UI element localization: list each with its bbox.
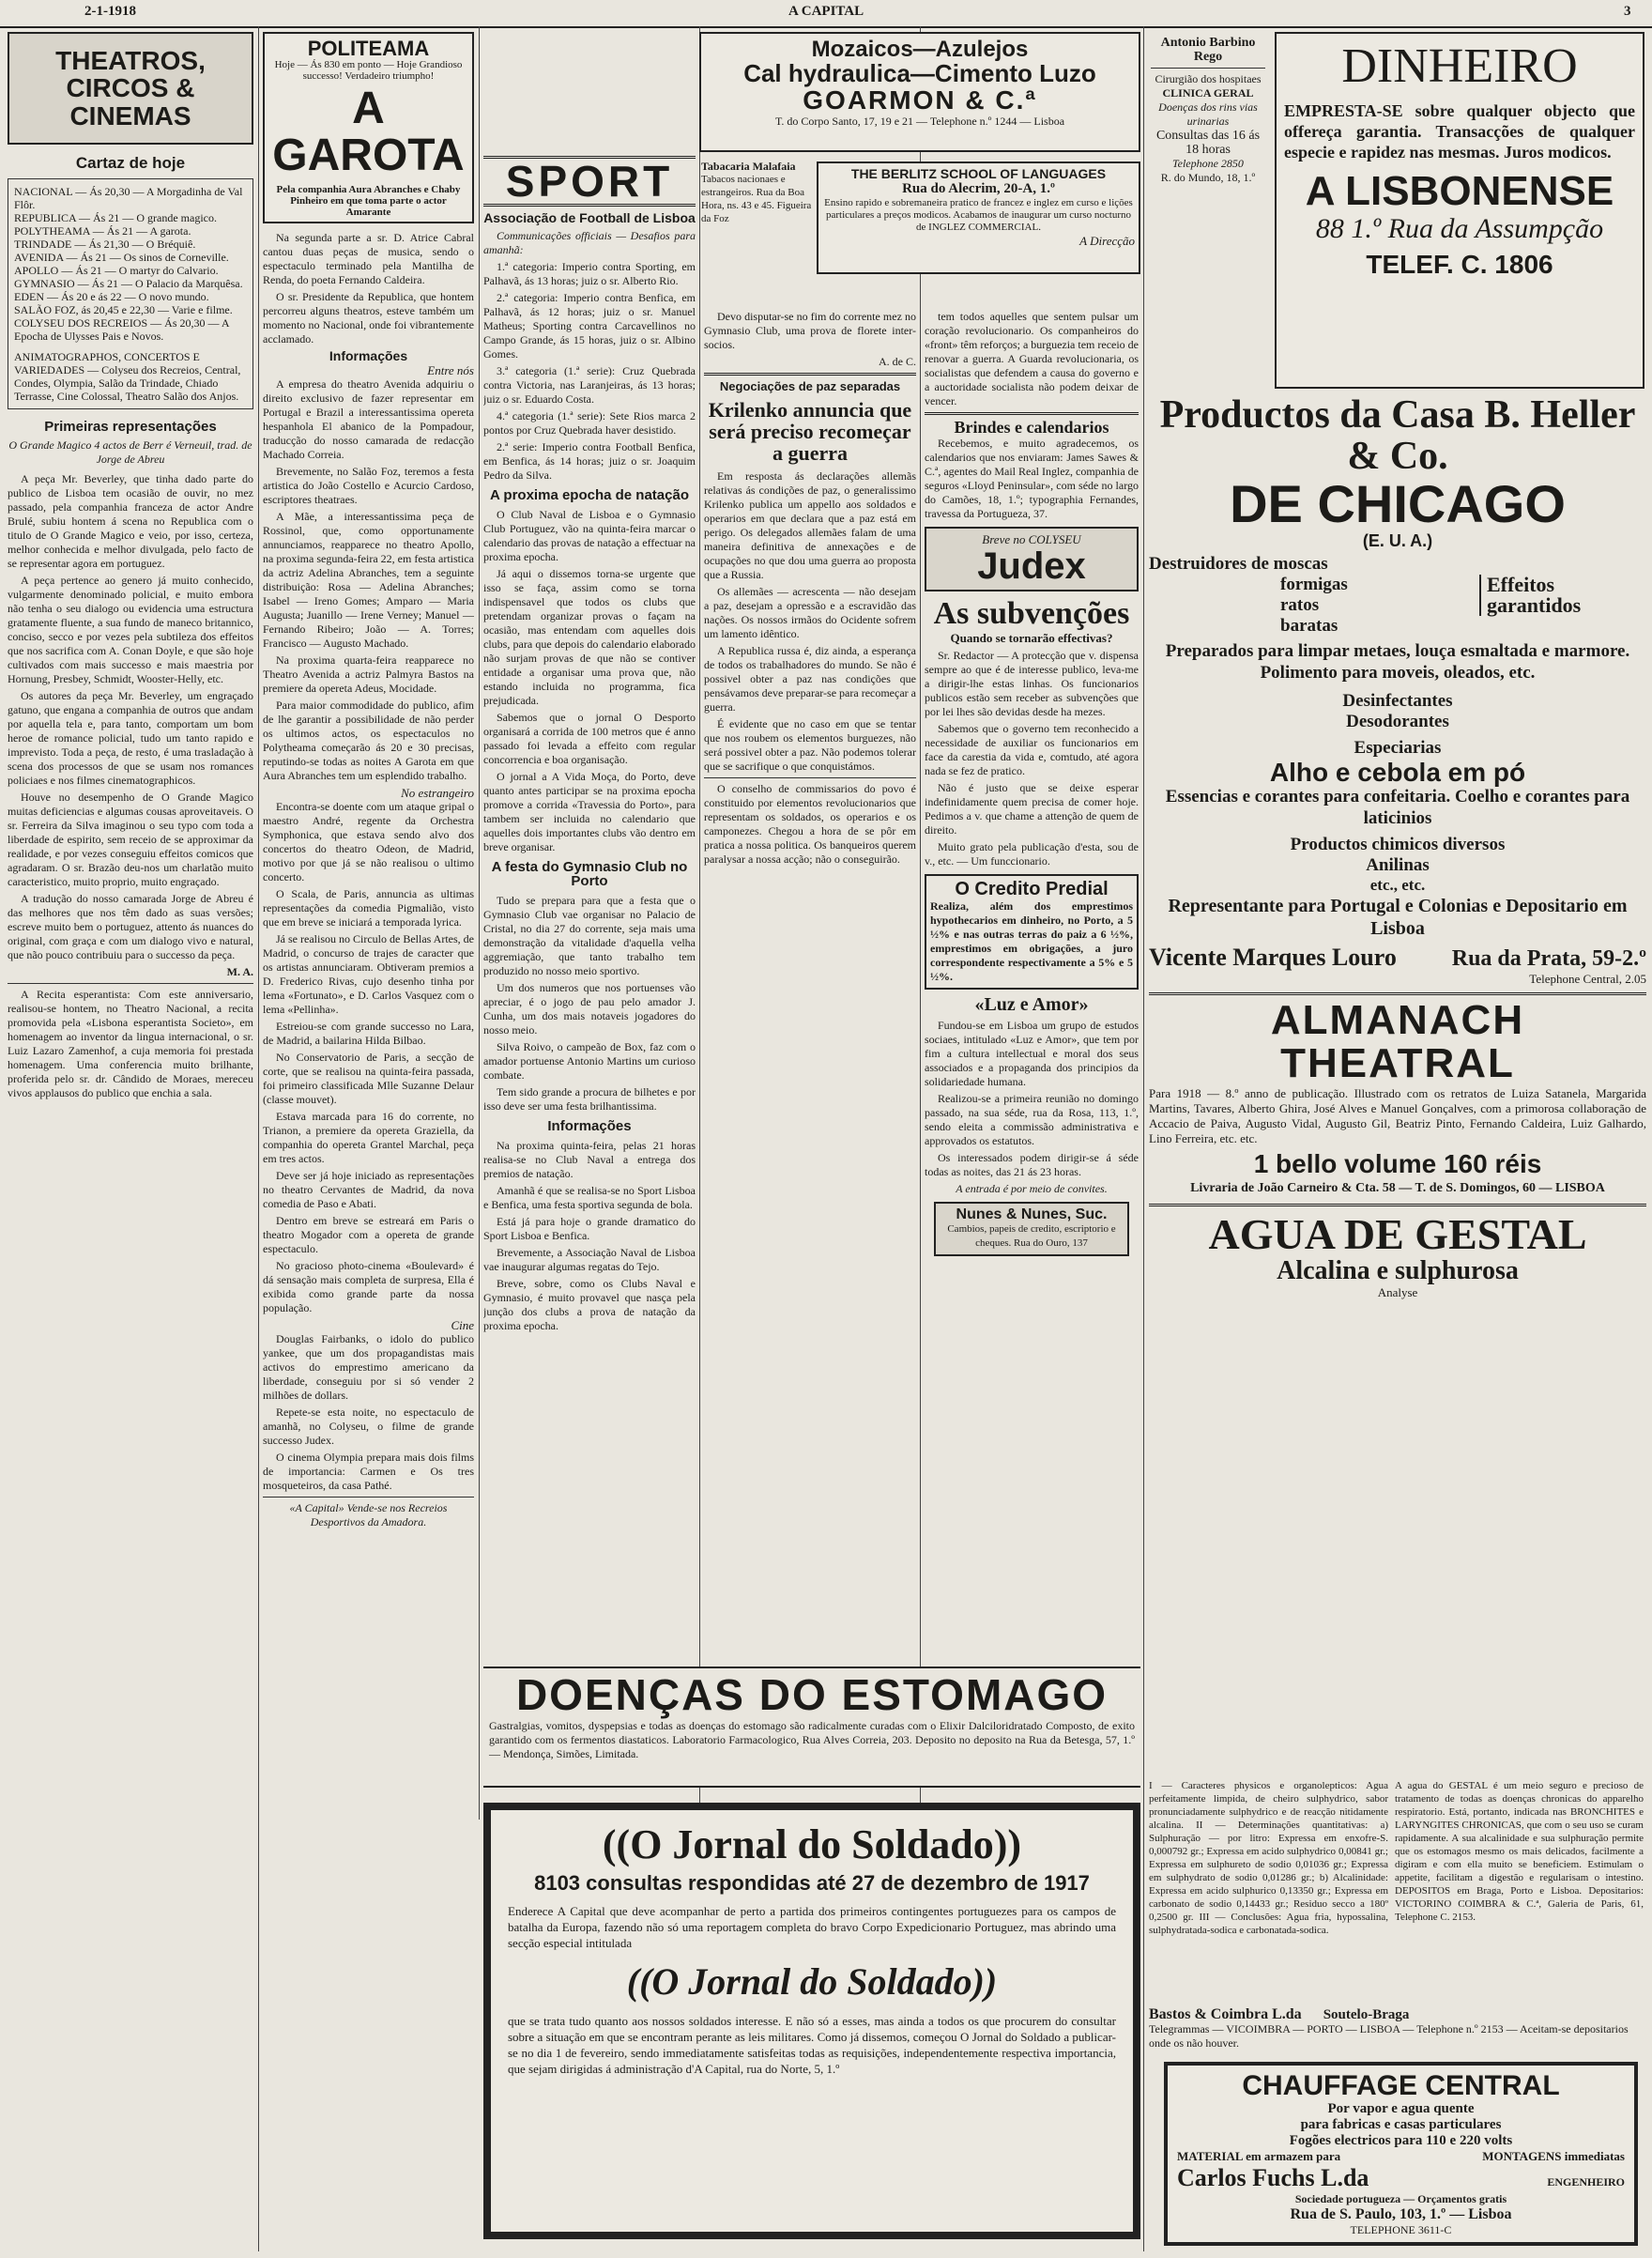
paragraph: Estava marcada para 16 do corrente, no Trianon, a premiere da opereta Graziella, da companhia do opereta Grantel Marchal, peça em tres actos. bbox=[263, 1109, 474, 1165]
paragraph: 1.ª categoria: Imperio contra Sporting, em Palhavã, ás 13 horas; juiz o sr. Alberto Rio. bbox=[483, 260, 696, 288]
almanach-price: 1 bello volume 160 réis bbox=[1253, 1148, 1542, 1178]
heller-eua: (E. U. A.) bbox=[1362, 530, 1433, 550]
paragraph: O Scala, de Paris, annuncia as ultimas representações da comedia Pigmalião, visto que em breve se iniciará a temporada lyrica. bbox=[263, 886, 474, 929]
heller-destruidores bbox=[1149, 554, 1646, 637]
politeama-footer: Pela companhia Aura Abranches e Chaby Pinheiro em que toma parte o actor Amarante bbox=[276, 183, 461, 218]
chauffage-title: CHAUFFAGE CENTRAL bbox=[1242, 2070, 1560, 2101]
credito-title: O Credito Predial bbox=[955, 878, 1109, 899]
chauffage-line: para fabricas e casas particulares bbox=[1300, 2116, 1502, 2132]
berlitz-title: THE BERLITZ SCHOOL OF LANGUAGES bbox=[850, 166, 1107, 181]
paragraph: A Recita esperantista: Com este anniversario, realisou-se hontem, no Theatro Nacional, a recita promovida pela «Lisbona esperantista Societo», em homenagem ao inventor da lingua internacional, o sr. Luiz Lazaro Zamenhof, a cuja memoria foi prestada homenagem. Uma conferencia muito brilhante, proferida pelo sr. dr. Cândido de Moraes, mereceu vivos applausos do publico que enchia a sala. bbox=[8, 988, 253, 1100]
column-sport-content bbox=[483, 32, 696, 1797]
soldado-text: Enderece A Capital que deve acompanhar de perto a partida dos primeiros contingentes portuguezes para os campos de batalha da Europa, fazendo não só uma reportagem completa do bravo Corpo Expedicionario Portuguez, mas abrindo uma secção especial intitulada bbox=[508, 1904, 1116, 1951]
paragraph: tem todos aquelles que sentem pulsar um coração revolucionario. Os companheiros do «front» têm reforços; a burguezia tem receio de renovar a guerra. A Guarda revolucionaria, os socialistas que defendem a causa do governo e a auctoridade socialista não podem deixar de vencer. bbox=[925, 310, 1139, 407]
doctor-line: Doenças dos rins vias urinarias bbox=[1158, 100, 1258, 128]
chauffage-phone: TELEPHONE 3611-C bbox=[1350, 2222, 1452, 2236]
column-rule bbox=[479, 26, 480, 1820]
col2-footer: «A Capital» Vende-se nos Recreios Desportivos da Amadora. bbox=[289, 1500, 448, 1528]
chauffage-line: Fogões electricos para 110 e 220 volts bbox=[1289, 2132, 1513, 2148]
paragraph: É evidente que no caso em que se tentar que nos roubem os elementos burguezes, não será possivel obter a paz. Não podemos tolerar que se sacrifique o que conquistámos. bbox=[704, 717, 916, 774]
doencas-ad bbox=[483, 1667, 1140, 1788]
column-adverts bbox=[1149, 394, 1646, 1662]
paragraph: Na segunda parte a sr. D. Atrice Cabral cantou duas peças de musica, sendo o espectaculo terminado pela Mantilha de Renda, do poeta Fernando Caldeira. bbox=[263, 230, 474, 286]
paragraph: A Republica russa é, diz ainda, a esperança de todos os trabalhadores do mundo. Se não é possivel obter a paz nas condições que pensávamos deve preparar-se para recomeçar a guerra. bbox=[704, 644, 916, 714]
tabacaria-text: Tabacos nacionaes e estrangeiros. Rua da Boa Hora, ns. 43 e 45. Figueira da Foz bbox=[701, 174, 812, 224]
gestal-title: AGUA DE GESTAL bbox=[1149, 1204, 1646, 1257]
almanach-title: ALMANACH THEATRAL bbox=[1149, 992, 1646, 1085]
paragraph: Não é justo que se deixe esperar indefinidamente quem precisa de comer hoje. Pedimos a v. que chame a attenção de quem de direito. bbox=[925, 780, 1139, 837]
column-theatros bbox=[8, 32, 253, 2248]
nunes-text: Cambios, papeis de credito, escriptorio e cheques. Rua do Ouro, 137 bbox=[947, 1223, 1116, 1250]
heller-line: baratas bbox=[1280, 615, 1338, 636]
primeiras-heading: Primeiras representações bbox=[44, 419, 217, 436]
paragraph: 2.ª categoria: Imperio contra Benfica, em Palhavã, ás 12 horas; juiz o sr. Manuel Matheus; Sporting contra Carcavellinos no Campo Grande, ás 15 horas, juiz o sr. Albino Gomes. bbox=[483, 291, 696, 361]
sport-subtitle: Associação de Football de Lisboa bbox=[483, 210, 696, 226]
chauffage-ad bbox=[1164, 2062, 1638, 2246]
heller-chicago: DE CHICAGO bbox=[1230, 474, 1566, 534]
heller-line: ratos bbox=[1280, 594, 1320, 615]
mozaicos-ad bbox=[699, 32, 1140, 152]
credito-ad bbox=[925, 874, 1139, 990]
chauffage-material bbox=[1177, 2149, 1625, 2164]
doctor-line: R. do Mundo, 18, 1.º bbox=[1160, 171, 1256, 184]
berlitz-text: Ensino rapido e sobremaneira pratico de francez e inglez em curso e lições particulares a preços modicos. Acabamos de inaugurar um curso nocturno de INGLEZ COMMERCIAL. bbox=[824, 196, 1133, 233]
paragraph: Communicações officiais — Desafios para amanhã: bbox=[483, 229, 696, 257]
paragraph: A tradução do nosso camarada Jorge de Abreu é das melhores que nos têm dado as suas versões; escreve muito bem o portuguez, attento ás nuances do original, com graça e com um dialogo vivo e natural, que não pouco contribuiu para o successo da peça. bbox=[8, 892, 253, 962]
article-signature: M. A. bbox=[226, 965, 253, 979]
paragraph: Para maior commodidade do publico, afim de lhe garantir a possibilidade de não perder os ultimos actos, os espectaculos no Polytheama começarão ás 20 e 30 precisas, reputindo-se todas as noites A Garota em que Aura Abranches tem um esplendido trabalho. bbox=[263, 698, 474, 782]
heller-line: Destruidores de moscas bbox=[1149, 553, 1328, 574]
cartaz-item: APOLLO — Ás 21 — O martyr do Calvario. bbox=[14, 264, 219, 278]
paragraph: Os autores da peça Mr. Beverley, um engraçado gatuno, que engana a companhia de outros que andam por aquella tela e, para tanto, comportam um bom heroe de romance policial, tudo um tanto rapido e imprevisto. Toda a peça, de resto, é uma trasladação à scena dos processos de que se usam nos romances policiaes e nos filmes cinematographicos. bbox=[8, 689, 253, 788]
paragraph: Fundou-se em Lisboa um grupo de estudos sociaes, intitulado «Luz e Amor», que tem por fim a cultura intellectual e moral dos seus associados e a propaganda dos principios da solidariedade humana. bbox=[925, 1018, 1139, 1088]
cartaz-item: AVENIDA — Ás 21 — Os sinos de Corneville. bbox=[14, 251, 229, 265]
gestal-right: A agua do GESTAL é um meio seguro e precioso de tratamento de todas as doenças chronicas do apparelho respiratorio. Está, portanto, indicada nas BRONCHITES e LARYNGITES CHRONICAS, que com o seu uso se curam rapidamente. A sua alcalinidade e sua sulphuração permite que os estomagos mesmo os mais delicados, facilmente a digiram e com ella muito se beneficiem. Estimulam o appetite, facilitam a digestão e regularisam o intestino. DEPOSITOS em Braga, Porto e Lisboa. Depositarios: VICTORINO COIMBRA & C.ª, Galeria de Paris, 61, Telephone C. 2153. bbox=[1395, 1780, 1644, 1923]
politeama-subtitle: Hoje — Ás 830 em ponto — Hoje Grandioso successo! Verdadeiro triumpho! bbox=[274, 59, 463, 83]
tabacaria-heading: Tabacaria Malafaia bbox=[701, 160, 796, 173]
doctor-line: Consultas das 16 ás 18 horas bbox=[1155, 129, 1261, 157]
paragraph: Em resposta ás declarações allemãs relativas ás condições de paz, o generalissimo Krilenko publica um appello aos soldados e operarios em que declara que a paz está em perigo. Os delegados allemães falam de uma maneira definitiva de annexações e de ocupações no que dou uma guerra ao proposta que a Russia. bbox=[704, 469, 916, 582]
paragraph: Douglas Fairbanks, o idolo do publico yankee, que um dos propagandistas mais activos do emprestimo americano da liberdade, conseguiu por si só vender 2 milhões de dollars. bbox=[263, 1331, 474, 1402]
paragraph: Sabemos que o governo tem reconhecido a necessidade de auxiliar os funcionarios em face da carestia da vida e, comtudo, até agora nada se fez de pratico. bbox=[925, 721, 1139, 777]
chauffage-society: Sociedade portugueza — Orçamentos gratis bbox=[1294, 2191, 1507, 2205]
paragraph: Na proxima quarta-feira reapparece no Theatro Avenida a actriz Palmyra Bastos na premiere da opereta Adeus, Mocidade. bbox=[263, 653, 474, 695]
gestal-footer bbox=[1149, 2007, 1644, 2054]
subvencoes-title: As subvenções bbox=[933, 595, 1130, 631]
paragraph: O Club Naval de Lisboa e o Gymnasio Club Portuguez, vão na quinta-feira marcar o calendario das provas de natação a effectuar na proxima epocha. bbox=[483, 508, 696, 564]
column-rule bbox=[1143, 26, 1144, 2251]
info-heading: Informações bbox=[547, 1118, 632, 1135]
article-body bbox=[263, 231, 474, 1529]
paragraph: O sr. Presidente da Republica, que hontem percorreu alguns theatros, esteve também um momento no Nacional, onde foi vibrantemente acclamado. bbox=[263, 289, 474, 346]
paragraph: Tudo se prepara para que a festa que o Gymnasio Club vae organisar no Palacio de Cristal, no dia 27 do corrente, seja mais uma demonstração da vitalidade d'aquella velha aggremiação, que tanto trabalho tem produzido no nosso meio sportivo. bbox=[483, 894, 696, 978]
paragraph: Realizou-se a primeira reunião no domingo passado, na sua séde, rua da Rosa, 113, 1.º, sendo eleita a commissão administrativa e approvados os estatutos. bbox=[925, 1091, 1139, 1147]
heller-line: Representante para Portugal e Colonias e Depositario em Lisboa bbox=[1168, 896, 1628, 940]
heller-line: Preparados para limpar metaes, louça esmaltada e marmore. Polimento para moveis, oleados, etc. bbox=[1165, 640, 1630, 683]
mozaicos-line2: Cal hydraulica—Cimento Luzo bbox=[743, 59, 1096, 88]
dinheiro-text: EMPRESTA-SE sobre qualquer objecto que offereça garantia. Transacções de qualquer especie e rapidez nas mesmas. Juros modicos. bbox=[1284, 100, 1635, 161]
nunes-ad bbox=[934, 1202, 1129, 1257]
subvencoes-question: Quando se tornarão effectivas? bbox=[950, 630, 1113, 645]
heller-line: Desodorantes bbox=[1346, 711, 1449, 731]
tabacaria-ad bbox=[699, 158, 816, 312]
gestal-left: I — Caracteres physicos e organolepticos: Agua perfeitamente limpida, de cheiro sulphydrico, sabor pronunciadamente sulphydrico e de reacção nitidamente alcalina. II — Determinações quantitativas: a) Sulphuração — por litro: Expressa em enxofre-S. 0,000792 gr.; Expressa em acido sulphydrico 0,00841 gr.; Expressa em sulphureto de sodio 0,01036 gr.; Expressa em sulphydrato de sodio 0,01286 gr.; b) Alcalinidade: Expressa em acido sulphurico 0,13350 gr.; Expressa em carbonato de sodio 0,14433 gr.; Residuo secco a 180º 0,2500 gr. III — Conclusões: Agua fria, hypossalina, sulphydratada-sodica e carbonatada-sodica. bbox=[1149, 1780, 1388, 1936]
politeama-ad bbox=[263, 32, 474, 223]
epoca-heading: A proxima epocha de natação bbox=[489, 487, 689, 504]
doctor-ad bbox=[1147, 32, 1269, 314]
paragraph: Os interessados podem dirigir-se á séde todas as noites, das 21 ás 23 horas. bbox=[925, 1150, 1139, 1178]
header-date: 2-1-1918 bbox=[84, 4, 136, 19]
heller-line: etc., etc. bbox=[1369, 876, 1426, 895]
paragraph: Estreiou-se com grande successo no Lara, de Madrid, a bailarina Hilda Bilbao. bbox=[263, 1019, 474, 1047]
paragraph: 4.ª categoria (1.ª serie): Sete Rios marca 2 pontos por Cruz Quebrada haver desistido. bbox=[483, 409, 696, 438]
cartaz-item: GYMNASIO — Ás 21 — O Palacio da Marquêsa. bbox=[14, 277, 243, 291]
krilenko-headline: Krilenko annuncia que será preciso recomeçar a guerra bbox=[708, 398, 912, 466]
nunes-title: Nunes & Nunes, Suc. bbox=[956, 1206, 1108, 1222]
lisbonense-phone: TELEF. C. 1806 bbox=[1366, 249, 1553, 279]
judex-label: Breve no COLYSEU bbox=[982, 531, 1081, 546]
heller-line: Productos chimicos diversos bbox=[1290, 835, 1506, 855]
info-heading: Informações bbox=[329, 347, 408, 363]
cartaz-item: POLYTHEAMA — Ás 21 — A garota. bbox=[14, 224, 191, 238]
paragraph: Na proxima quinta-feira, pelas 21 horas realisa-se no Club Naval a entrega dos premios de natação. bbox=[483, 1139, 696, 1181]
mozaicos-address: T. do Corpo Santo, 17, 19 e 21 — Telephone n.º 1244 — Lisboa bbox=[774, 114, 1065, 128]
cartaz-item: SALÃO FOZ, ás 20,45 e 22,30 — Varie e filme. bbox=[14, 303, 233, 317]
paragraph: 2.ª serie: Imperio contra Football Benfica, em Benfica, ás 14 horas; juiz o sr. Joaquim Pedro da Silva. bbox=[483, 440, 696, 483]
cartaz-item: REPUBLICA — Ás 21 — O grande magico. bbox=[14, 211, 217, 225]
gestal-bastos: Bastos & Coimbra L.da bbox=[1149, 2007, 1302, 2022]
chauffage-address: Rua de S. Paulo, 103, 1.º — Lisboa bbox=[1290, 2205, 1512, 2222]
article-body bbox=[8, 472, 253, 1100]
chauffage-engineer: ENGENHEIRO bbox=[1547, 2174, 1625, 2189]
heller-line: Desinfectantes bbox=[1342, 690, 1453, 711]
cartaz-heading: Cartaz de hoje bbox=[75, 154, 186, 173]
berlitz-signature: A Direcção bbox=[1079, 233, 1135, 248]
section-title-theatros: THEATROS, CIRCOS & CINEMAS bbox=[8, 32, 253, 145]
column-politica bbox=[704, 310, 916, 1793]
paragraph: Brevemente, a Associação Naval de Lisboa vae inaugurar algumas regatas do Tejo. bbox=[483, 1246, 696, 1274]
header-title: A CAPITAL bbox=[788, 4, 864, 19]
paragraph: A Mãe, a interessantissima peça de Rossinol, que, como opportunamente annunciamos, reapparece no theatro Apollo, na proxima segunda-feira 22, em festa artistica da actriz Adelina Abranches, tem a seguinte distribuição: Rosa — Adelina Abranches; Isabel — Ireno Gomes; Amparo — Maria Augusta; Juanillo — Irene Verney; Manuel — Fernando Ribeiro; João — A. Torres; Francisco — Augusto Machado. bbox=[263, 509, 474, 650]
header-page-number: 3 bbox=[1624, 4, 1631, 19]
vicente-name: Vicente Marques Louro bbox=[1149, 944, 1397, 972]
paragraph: 3.ª categoria (1.ª serie): Cruz Quebrada contra Victoria, nas Laranjeiras, ás 13 horas; juiz o sr. Eduardo Costa. bbox=[483, 364, 696, 407]
judex-ad bbox=[925, 527, 1139, 591]
gestal-telegram: Telegrammas — VICOIMBRA — PORTO — LISBOA — Telephone n.º 2153 — Aceitam-se depositarios onde os não houver. bbox=[1149, 2022, 1629, 2050]
politeama-heading: POLITEAMA bbox=[307, 37, 430, 60]
paragraph: O jornal a A Vida Moça, do Porto, deve quanto antes participar se na proxima epocha promove a corrida «Travessia do Porto», para tambem ser incluida no calendario que aquelles dois importantes clubs vão dentro em breve organisar. bbox=[483, 770, 696, 854]
paragraph: Encontra-se doente com um ataque gripal o maestro André, regente da Orchestra Symphonica, que estava sendo alvo dos concertos do theatro Odeon, de Madrid, motivo por que já se não realisou o ultimo concerto. bbox=[263, 799, 474, 883]
almanach-footer: Livraria de João Carneiro & Cta. 58 — T. de S. Domingos, 60 — LISBOA bbox=[1190, 1181, 1605, 1196]
chauffage-name: Carlos Fuchs L.da bbox=[1177, 2163, 1369, 2191]
paragraph: Breve, sobre, como os Clubs Naval e Gymnasio, é muito provavel que nasça pela junção dos clubs a prova de natação da proxima epocha. bbox=[483, 1277, 696, 1333]
entre-nos-heading: Entre nós bbox=[427, 362, 474, 377]
almanach-text: Para 1918 — 8.º anno de publicação. Illustrado com os retratos de Luiza Satanela, Margarida Martins, Tavares, Alberto Ghira, José Alves e Manuel Gonçalves, com a primorosa collaboração de Accacio de Paiva, Augusto Vidal, Augusto Gil, Beatriz Pinto, Fernando Caldeira, Luiz Galhardo, Lino Ferreira, etc. etc. bbox=[1149, 1085, 1646, 1145]
paragraph: Silva Roivo, o campeão de Box, faz com o amador portuense Antonio Martins um curioso combate. bbox=[483, 1040, 696, 1083]
chauffage-line: MATERIAL em armazem para bbox=[1177, 2148, 1341, 2163]
paragraph: O conselho de commissarios do povo é constituido por elementos revolucionarios que representam os soldados, os operarios e os camponezes. Chegou a hora de se pôr em pratica a nossa politica. Os banqueiros querem paralysar a nossa acção; não o conseguirão. bbox=[704, 782, 916, 867]
paragraph: Os allemães — acrescenta — não desejam a paz, desejam a opressão e a escravidão das nações. Os nossos irmãos do Ocidente sofrem um lamento idêntico. bbox=[704, 585, 916, 641]
vicente-address: Rua da Prata, 59-2.º bbox=[1451, 946, 1646, 972]
dinheiro-ad bbox=[1275, 32, 1644, 389]
heller-title: Productos da Casa B. Heller & Co. bbox=[1159, 394, 1636, 479]
paragraph: Tem sido grande a procura de bilhetes e por isso deve ser uma festa brilhantissima. bbox=[483, 1085, 696, 1114]
paragraph: Sr. Redactor — A protecção que v. dispensa sempre ao que é de interesse publico, leva-me a dirigir-lhe estas linhas. Os funcionarios publicos estão sem receber as subvenções que por lei lhes são devidas desde ha mezes. bbox=[925, 648, 1139, 718]
paragraph: No gracioso photo-cinema «Boulevard» é dá sensação mais completa de surpresa, Ella é exibida como grande parte da nossa população. bbox=[263, 1258, 474, 1314]
doencas-title: DOENÇAS DO ESTOMAGO bbox=[515, 1670, 1109, 1719]
signature: A. de C. bbox=[879, 355, 916, 368]
column-subvencoes bbox=[925, 310, 1139, 1793]
column-politeama bbox=[263, 32, 474, 2248]
paragraph: Repete-se esta noite, no espectaculo de amanhã, no Colyseu, o filme de grande successo Judex. bbox=[263, 1405, 474, 1447]
paragraph: A empresa do theatro Avenida adquiriu o direito exclusivo de fazer representar em Portugal e Brazil a interessantissima opereta hespanhola El abanico de la Pompadour, traducção do nosso camarada de redacção Machado Correia. bbox=[263, 376, 474, 461]
mozaicos-company: GOARMON & C.ª bbox=[803, 85, 1037, 115]
chauffage-name-row bbox=[1177, 2164, 1625, 2192]
paragraph: Sabemos que o jornal O Desporto organisará a corrida de 100 metros que é anno passado foi levada a effeito com regular concorrencia e boa organisação. bbox=[483, 711, 696, 767]
cartaz-item: NACIONAL — Ás 20,30 — A Morgadinha de Val Flôr. bbox=[14, 185, 243, 212]
paragraph: Houve no desempenho de O Grande Magico muitas deficiencias e algumas cousas aproveitaveis. O sr. Ferreira da Silva imaginou o seu typo com toda a liberdade de espirito, sem receio de se approximar da realidade, e por vezes conseguiu effeitos comicos que agradaram. O sr. Brazão deu-nos um charlatão muito caracteristico, muito proprio, muito engraçado. bbox=[8, 791, 253, 889]
vicente-line bbox=[1149, 944, 1646, 972]
heller-line: Effeitos garantidos bbox=[1479, 575, 1646, 616]
sport-title: SPORT bbox=[483, 156, 696, 207]
paragraph: Um dos numeros que nos portuenses vão apreciar, é o jogo de pau pelo amador J. Cunha, um dos mais notaveis jogadores do nosso meio. bbox=[483, 981, 696, 1037]
heller-line: formigas bbox=[1280, 574, 1348, 594]
primeiras-subtitle: O Grande Magico 4 actos de Berr é Verneuil, trad. de Jorge de Abreu bbox=[8, 438, 252, 467]
heller-line: Anilinas bbox=[1366, 855, 1430, 876]
paragraph: Devo disputar-se no fim do corrente mez no Gymnasio Club, uma prova de florete inter-socios. bbox=[704, 310, 916, 351]
soldado-text-2: que se trata tudo quanto aos nossos soldados interesse. E não só a esses, mas ainda a todos os que procurem do consultar sobre a situação em que se encontram perante as leis militares. Como já dissemos, começou O Jornal do Soldado a publicar-se no dia 1 de fevereiro, sendo immediatamente satisfeitas todas as requisições, independentemente respectiva importancia, que sejam dirigidas á administração d'A Capital, rua do Norte, 5, 1.º bbox=[508, 2014, 1116, 2077]
doctor-line: Telephone 2850 bbox=[1172, 157, 1244, 170]
heller-line: Essencias e corantes para confeitaria. Coelho e corantes para laticinios bbox=[1165, 787, 1630, 829]
doctor-name: Antonio Barbino Rego bbox=[1160, 36, 1256, 64]
paragraph: Já se realisou no Circulo de Bellas Artes, de Madrid, o concurso de trajes de caracter que os artistas annunciaram. Obtiveram premios a D. Frederico Rivas, cujo desenho tinha por lema «Fortunato», e D. Carlos Vasquez com o lema «Pellinha». bbox=[263, 931, 474, 1016]
gestal-soutelo: Soutelo-Braga bbox=[1323, 2007, 1410, 2022]
lisbonense-title: A LISBONENSE bbox=[1305, 167, 1614, 214]
brindes-heading: Brindes e calendarios bbox=[954, 418, 1109, 437]
cartaz-item: COLYSEU DOS RECREIOS — Ás 20,30 — A Epocha de Ulysses Pais e Novos. bbox=[14, 316, 229, 344]
paragraph: No Conservatorio de Paris, a secção de corte, que se realisou na quinta-feira passada, foi primeiro classificada Mlle Suzanne Delaur (classe mouvet). bbox=[263, 1050, 474, 1106]
article-body bbox=[483, 229, 696, 1333]
judex-title: Judex bbox=[977, 545, 1086, 587]
paragraph: Amanhã é que se realisa-se no Sport Lisboa e Benfica, uma festa sportiva segunda de bola. bbox=[483, 1184, 696, 1212]
estrangeiro-heading: No estrangeiro bbox=[401, 785, 474, 800]
cine-heading: Cine bbox=[451, 1317, 474, 1332]
gymnasio-heading: A festa do Gymnasio Club no Porto bbox=[491, 859, 688, 890]
column-rule bbox=[920, 26, 921, 1820]
soldado-title: ((O Jornal do Soldado)) bbox=[602, 1821, 1022, 1867]
article-body bbox=[704, 310, 916, 867]
page-header bbox=[0, 0, 1652, 28]
neg-heading: Negociações de paz separadas bbox=[719, 379, 901, 393]
paragraph: A peça pertence ao genero já muito conhecido, vulgarmente denominado policial, e muito embora não tenha o seu dialogo ou evidencia uma estructura gratamente fluente, a sua fundo de maneco britannico, conciso, secco e por vezes pela subtileza dos effeitos que nos sacrifica com A. Conan Doyle, e que são hoje cultivados com mais successo e mais maestria por Hornung, Presbey, Schmidt, Wooster-Helly, etc. bbox=[8, 574, 253, 686]
paragraph: A peça Mr. Beverley, que tinha dado parte do publico de Lisboa tem ocasião de ouvir, no mez passado, pela companhia franceza de actor Andre Brulé, subiu hontem á scena no Republica com o titulo de O Grande Magico e veio, por isso, certeza, melhor conhecida e melhor divulgada, pelo facto de se representar agora em portuguez. bbox=[8, 472, 253, 571]
vicente-phone: Telephone Central, 2.05 bbox=[1529, 972, 1646, 987]
politeama-play-title: A GAROTA bbox=[272, 84, 465, 181]
berlitz-ad bbox=[817, 161, 1140, 274]
paragraph: O cinema Olympia prepara mais dois films de importancia: Carmen e Os tres mosqueteiros, da casa Pathé. bbox=[263, 1450, 474, 1492]
lisbonense-address: 88 1.º Rua da Assumpção bbox=[1315, 212, 1604, 244]
doctor-line: CLINICA GERAL bbox=[1162, 86, 1254, 100]
soldado-subtitle: 8103 consultas respondidas até 27 de dezembro de 1917 bbox=[534, 1871, 1090, 1896]
gestal-subtitle: Alcalina e sulphurosa bbox=[1277, 1256, 1519, 1286]
paragraph: Dentro em breve se estreará em Paris o theatro Mogador com a opereta de grande espectaculo. bbox=[263, 1213, 474, 1255]
paragraph: Recebemos, e muito agradecemos, os calendarios que nos enviaram: James Sawes & C.ª, agentes do Mail Real Inglez, companhia de seguros «Lloyd Peninsular», com séde no largo do Camões, 18, 1.º; typographia Fernandes, travessa da Portugueza, 37. bbox=[925, 436, 1139, 520]
gestal-analyse: Analyse bbox=[1377, 1284, 1418, 1299]
paragraph: Deve ser já hoje iniciado as representações no theatro Cervantes de Madrid, da nova comedia de Paso e Abati. bbox=[263, 1168, 474, 1210]
luz-title: «Luz e Amor» bbox=[974, 993, 1089, 1015]
luz-footer: A entrada é por meio de convites. bbox=[956, 1181, 1108, 1195]
berlitz-address: Rua do Alecrim, 20-A, 1.º bbox=[902, 180, 1055, 196]
dinheiro-title: DINHEIRO bbox=[1341, 39, 1578, 93]
doencas-text: Gastralgias, vomitos, dyspepsias e todas as doenças do estomago são radicalmente curadas com o Elixir Dalciloridratado Composto, de exito garantido com os fermentos diastaticos. Laboratorio Farmacologico, Rua Alves Correia, 203. Deposito no deposito na Rua da Betesga, 57, 1.º — Mendonça, Simões, Limitada. bbox=[489, 1719, 1135, 1761]
cartaz-list bbox=[8, 178, 253, 409]
credito-text: Realiza, além dos emprestimos hypothecarios em dinheiro, no Porto, a 5 ½% e nas outras terras do paiz a 6 ½%, emprestimos em obrigações, a juro correspondente respectivamente a 5% e 5 ½%. bbox=[930, 899, 1133, 983]
paragraph: Muito grato pela publicação d'esta, sou de v., etc. — Um funccionario. bbox=[925, 839, 1139, 868]
animatographos: ANIMATOGRAPHOS, CONCERTOS E VARIEDADES — Colyseu dos Recreios, Central, Condes, Olympia, Salão da Trindade, Chiado Terrasse, Cine Colossal, Theatro Salão dos Anjos. bbox=[14, 350, 241, 404]
heller-line: Especiarias bbox=[1354, 737, 1442, 758]
heller-line: Alho e cebola em pó bbox=[1269, 757, 1526, 787]
chauffage-line: MONTAGENS immediatas bbox=[1482, 2148, 1625, 2163]
chauffage-line: Por vapor e agua quente bbox=[1327, 2100, 1475, 2116]
paragraph: Está já para hoje o grande dramatico do Sport Lisboa e Benfica. bbox=[483, 1215, 696, 1243]
jornal-soldado-ad bbox=[483, 1803, 1140, 2239]
mozaicos-line1: Mozaicos—Azulejos bbox=[811, 37, 1029, 62]
paragraph: Já aqui o dissemos torna-se urgente que isso se faça, assim como se torna indispensavel que todos os clubs que pretendam organizar provas o façam na ocasião, mas entendam com aquelles dois clubs, para que depois do calendario elaborado não surjam provas de que não se contiver entidade a organisar uma prova que, não estando incluida no programma, fica prejudicada. bbox=[483, 567, 696, 708]
article-body bbox=[925, 310, 1139, 1256]
cartaz-item: EDEN — Ás 20 e ás 22 — O novo mundo. bbox=[14, 290, 209, 304]
doctor-line: Cirurgião dos hospitaes bbox=[1155, 72, 1262, 85]
column-rule bbox=[258, 26, 259, 2251]
cartaz-item: TRINDADE — Ás 21,30 — O Bréquiê. bbox=[14, 238, 196, 252]
soldado-title-2: ((O Jornal do Soldado)) bbox=[626, 1960, 998, 2004]
paragraph: Brevemente, no Salão Foz, teremos a festa artistica do João Costello e Acurcio Cardoso, escriptores theatraes. bbox=[263, 464, 474, 506]
